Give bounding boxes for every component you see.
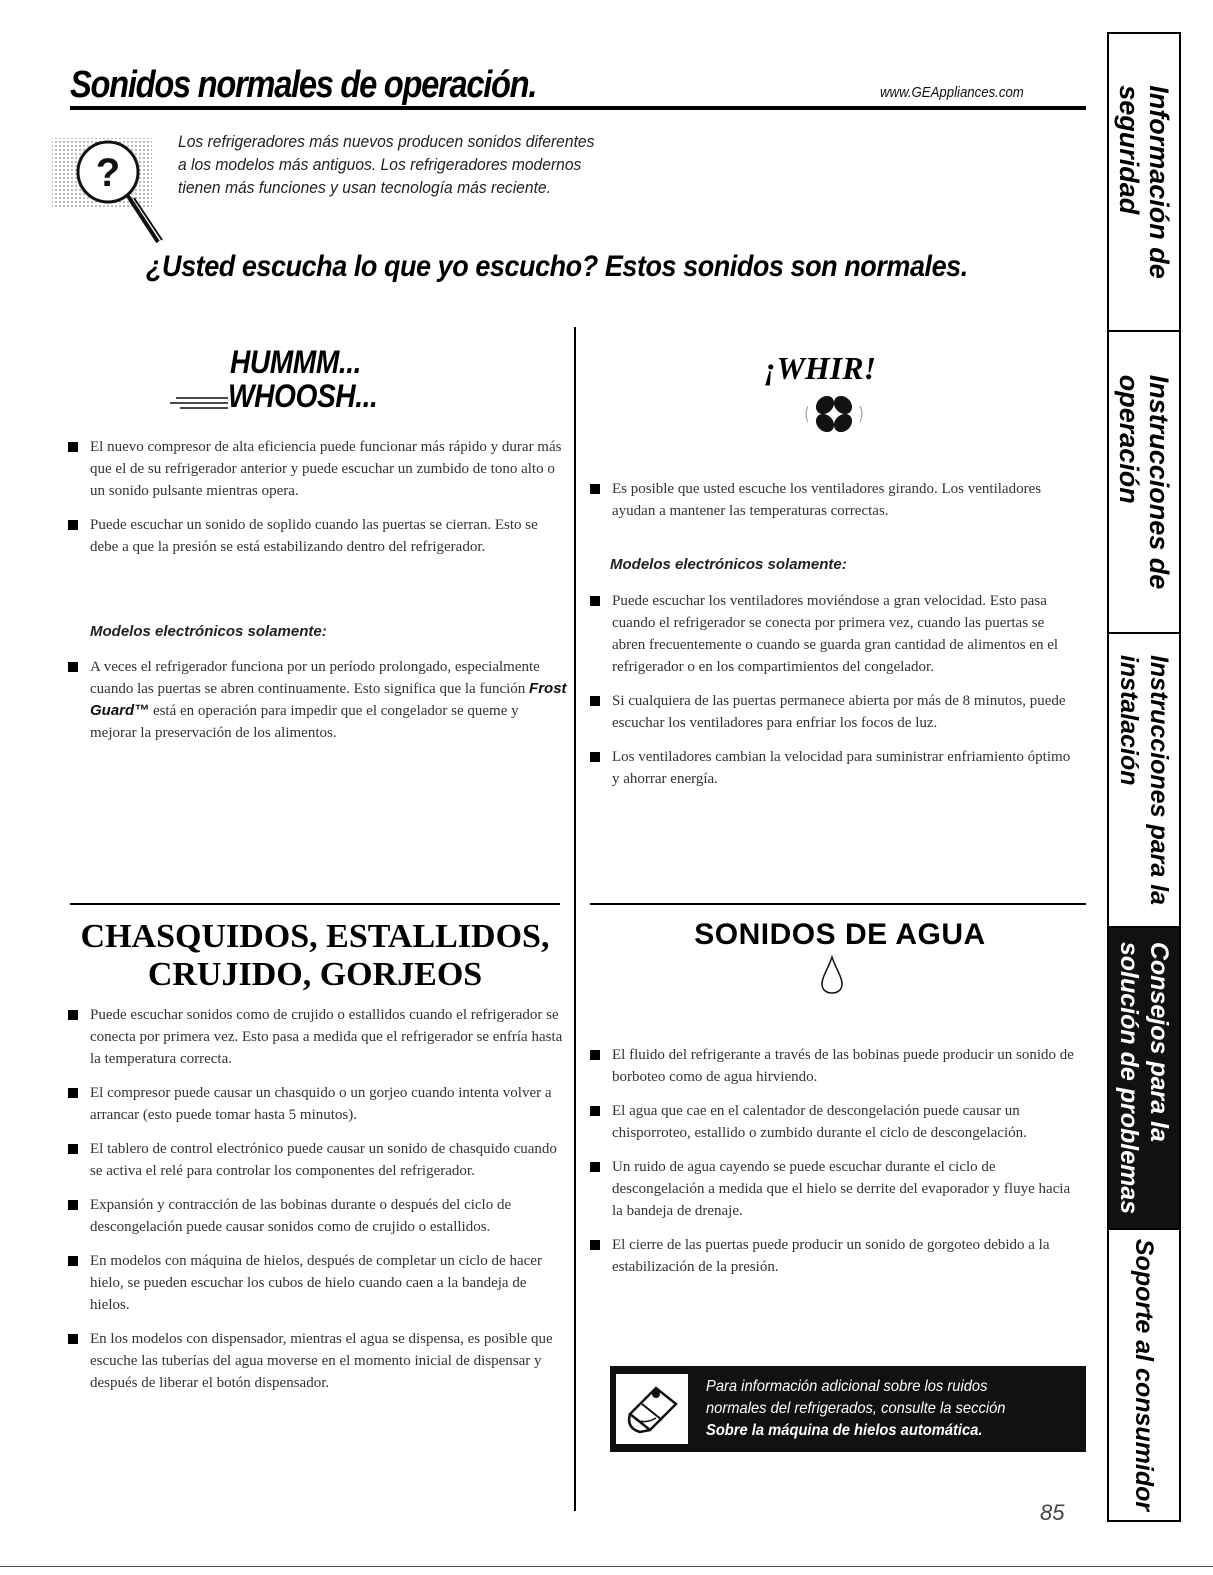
bullet-square-icon [590, 484, 600, 494]
list-item [68, 436, 568, 502]
additional-info-text [706, 1376, 1086, 1442]
whoosh-lines-icon [170, 393, 230, 411]
list-item-text: En los modelos con dispensador, mientras el agua se dispensa, es posible que escuche las tuberías del agua moverse en el momento inicial de dispensar y después de liberar el botón dispensador. [90, 1331, 553, 1391]
list-item [590, 1156, 1080, 1222]
additional-info-box [610, 1366, 1086, 1452]
website-url[interactable]: www.GEAppliances.com [880, 84, 1024, 101]
list-item [590, 1234, 1080, 1278]
bullet-square-icon [590, 696, 600, 706]
list-item [68, 1250, 568, 1316]
hum-heading: HUMMM... [230, 344, 361, 380]
section-subtitle: ¿Usted escucha lo que yo escucho? Estos sonidos son normales. [146, 250, 968, 283]
bullet-square-icon [68, 442, 78, 452]
list-item [68, 656, 568, 744]
info-link-ice-maker[interactable]: Sobre la máquina de hielos automática. [706, 1422, 983, 1439]
tab-label-line: Instrucciones para la [1145, 654, 1173, 906]
intro-line: tienen más funciones y usan tecnología más reciente. [178, 178, 551, 197]
list-item [590, 746, 1080, 790]
tab-consejos-solucion-problemas[interactable] [1109, 928, 1179, 1230]
bullet-square-icon [68, 1200, 78, 1210]
list-item-text: El cierre de las puertas puede producir un sonido de gorgoteo debido a la estabilización de la presión. [612, 1237, 1050, 1275]
list-item-text: El fluido del refrigerante a través de las bobinas puede producir un sonido de borboteo como de agua hirviendo. [612, 1047, 1074, 1085]
clicks-heading [80, 918, 550, 994]
list-item-text: Puede escuchar los ventiladores moviéndose a gran velocidad. Esto pasa cuando el refrigerador se conecta por primera vez, cuando las puertas se abren frecuentemente o cuando se guarda gran cantidad de alimentos en el refrigerador o en los compartimientos del congelador. [612, 593, 1059, 675]
tab-label-line: Información de [1144, 85, 1174, 279]
list-item [590, 478, 1080, 522]
question-mark-magnifier-icon [46, 124, 170, 248]
electronic-models-subhead: Modelos electrónicos solamente: [90, 623, 327, 640]
ice-maker-icon [616, 1374, 688, 1444]
tab-label [1114, 655, 1174, 905]
list-item-text: Los ventiladores cambian la velocidad para suministrar enfriamiento óptimo y ahorrar energía. [612, 749, 1071, 787]
bullet-square-icon [590, 1106, 600, 1116]
intro-line: Los refrigeradores más nuevos producen sonidos diferentes [178, 132, 595, 151]
list-item [590, 690, 1080, 734]
svg-text:?: ? [95, 151, 121, 195]
list-item-text: El tablero de control electrónico puede causar un sonido de chasquido cuando se activa el relé para controlar los componentes del refrigerador. [90, 1141, 557, 1179]
water-drop-icon [818, 955, 846, 995]
list-item-text: El agua que cae en el calentador de descongelación puede causar un chisporroteo, estallido o zumbido durante el ciclo de descongelación. [612, 1103, 1027, 1141]
bullet-square-icon [68, 1088, 78, 1098]
bullet-square-icon [590, 1162, 600, 1172]
list-item-text: El nuevo compresor de alta eficiencia puede funcionar más rápido y durar más que el de su refrigerador anterior y puede escuchar un zumbido de tono alto o un sonido pulsante mientras opera. [90, 439, 562, 499]
tab-label [1114, 85, 1174, 279]
bullet-square-icon [590, 596, 600, 606]
list-item-text: Un ruido de agua cayendo se puede escuchar durante el ciclo de descongelación a medida que el hielo se derrite del evaporador y fluye hacia la bandeja de drenaje. [612, 1159, 1071, 1219]
hum-list [68, 436, 568, 570]
electronic-models-subhead: Modelos electrónicos solamente: [610, 556, 847, 573]
tab-label-line: seguridad [1114, 85, 1144, 215]
header-rule [70, 106, 1086, 110]
tab-label-line: instalación [1115, 654, 1143, 786]
tab-label-line: Consejos para la [1145, 941, 1173, 1142]
intro-text [178, 130, 778, 199]
list-item [68, 1004, 568, 1070]
whoosh-heading: WHOOSH... [228, 378, 378, 414]
bullet-square-icon [590, 752, 600, 762]
list-item-text: En modelos con máquina de hielos, después de completar un ciclo de hacer hielo, se pueden escuchar los cubos de hielo cuando caen a la bandeja de hielos. [90, 1253, 542, 1313]
info-line: Para información adicional sobre los ruidos [706, 1378, 988, 1395]
bullet-square-icon [68, 1334, 78, 1344]
tab-soporte-consumidor[interactable] [1109, 1230, 1179, 1520]
list-item [68, 1138, 568, 1182]
list-item-text: Es posible que usted escuche los ventiladores girando. Los ventiladores ayudan a mantener las temperaturas correctas. [612, 481, 1042, 519]
bullet-square-icon [68, 1144, 78, 1154]
list-item [590, 590, 1080, 678]
tab-label [1114, 375, 1174, 590]
page-number: 85 [1040, 1500, 1065, 1525]
tab-informacion-seguridad[interactable] [1109, 34, 1179, 332]
list-item-text: Puede escuchar un sonido de soplido cuando las puertas se cierran. Esto se debe a que la presión se está estabilizando dentro del refrigerador. [90, 517, 538, 555]
intro-line: a los modelos más antiguos. Los refrigeradores modernos [178, 155, 582, 174]
tab-instrucciones-operacion[interactable] [1109, 332, 1179, 634]
clicks-list [68, 1004, 568, 1406]
tab-label [1114, 942, 1174, 1214]
tab-label-line: Soporte al consumidor [1130, 1238, 1158, 1512]
bottom-rule [0, 1566, 1213, 1567]
list-item-text: El compresor puede causar un chasquido o un gorjeo cuando intenta volver a arrancar (esto puede tomar hasta 5 minutos). [90, 1085, 552, 1123]
list-item-text: Puede escuchar sonidos como de crujido o estallidos cuando el refrigerador se conecta por primera vez. Esto pasa a medida que el refrigerador se enfría hasta la temperatura correcta. [90, 1007, 563, 1067]
frost-guard-brand: Frost Guard™ [90, 680, 567, 719]
tab-instrucciones-instalacion[interactable] [1109, 634, 1179, 928]
list-item-text: está en operación para impedir que el congelador se queme y mejorar la preservación de los alimentos. [90, 703, 519, 741]
tab-label-line: Instrucciones de [1144, 374, 1174, 590]
bullet-square-icon [68, 1256, 78, 1266]
page-title: Sonidos normales de operación. [70, 64, 537, 106]
clicks-heading-line: CRUJIDO, GORJEOS [147, 956, 483, 993]
bullet-square-icon [68, 1010, 78, 1020]
column-divider [574, 327, 576, 1511]
whir-list [590, 478, 1080, 534]
hum-list-electronic [68, 656, 568, 756]
bullet-square-icon [68, 662, 78, 672]
tab-label-line: operación [1114, 374, 1144, 504]
bullet-square-icon [590, 1240, 600, 1250]
list-item [68, 1194, 568, 1238]
side-tabs [1107, 32, 1181, 1522]
water-heading: SONIDOS DE AGUA [694, 918, 986, 951]
info-line: normales del refrigerados, consulte la sección [706, 1400, 1006, 1417]
list-item-text: A veces el refrigerador funciona por un período prolongado, especialmente cuando las puertas se abren continuamente. Esto significa que la función [90, 659, 540, 697]
water-list [590, 1044, 1080, 1290]
clicks-heading-line: CHASQUIDOS, ESTALLIDOS, [80, 918, 550, 955]
tab-label [1129, 1239, 1159, 1511]
section-divider-left [70, 903, 560, 905]
list-item [590, 1044, 1080, 1088]
tab-label-line: solución de problemas [1115, 941, 1143, 1215]
fan-icon [798, 384, 870, 444]
list-item [68, 514, 568, 558]
list-item [68, 1082, 568, 1126]
whir-heading: ¡WHIR! [764, 350, 877, 386]
list-item [590, 1100, 1080, 1144]
whir-list-electronic [590, 590, 1080, 802]
bullet-square-icon [68, 520, 78, 530]
list-item [68, 1328, 568, 1394]
bullet-square-icon [590, 1050, 600, 1060]
section-divider-right [590, 903, 1086, 905]
list-item-text: Si cualquiera de las puertas permanece abierta por más de 8 minutos, puede escuchar los ventiladores para enfriar los focos de luz. [612, 693, 1066, 731]
list-item-text: Expansión y contracción de las bobinas durante o después del ciclo de descongelación puede causar sonidos como de crujido o estallidos. [90, 1197, 512, 1235]
